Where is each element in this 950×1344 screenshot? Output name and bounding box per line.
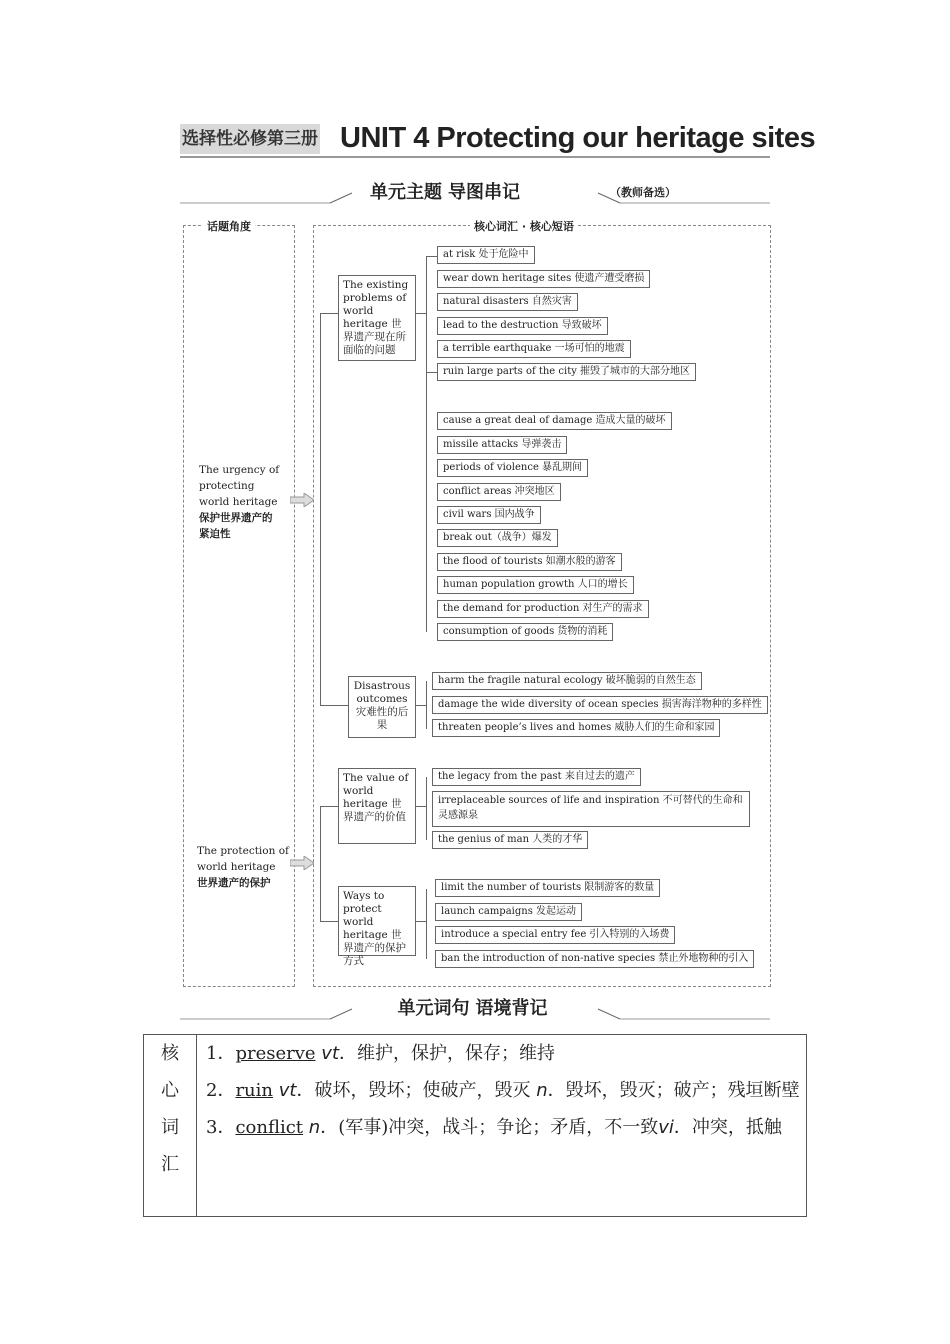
arrow-right-icon [290,493,314,507]
vocab-entry [206,1035,800,1072]
arrow-right-icon [290,856,314,870]
phrase-item: cause a great deal of damage 造成大量的破坏 [437,412,672,430]
unit-title: UNIT 4 Protecting our heritage sites [340,122,816,154]
entry-pos: vt [321,1043,340,1064]
category-char: 词 [161,1117,179,1138]
phrase-item: conflict areas 冲突地区 [437,483,561,501]
connector-line [426,777,427,840]
phrase-item: lead to the destruction 导致破坏 [437,317,608,335]
phrase-item: damage the wide diversity of ocean species 损害海洋物种的多样性 [432,696,768,714]
phrase-item: the demand for production 对生产的需求 [437,600,649,618]
connector-line [320,806,339,807]
connector-line [426,256,427,632]
connector-line [320,313,339,314]
phrase-item: natural disasters 自然灾害 [437,293,578,311]
subtopic-disastrous-outcomes: Disastrous outcomes 灾难性的后果 [348,676,416,738]
category-char: 核 [161,1043,179,1064]
connector-line [416,705,426,706]
connector-line [320,806,321,921]
phrase-item: limit the number of tourists 限制游客的数量 [435,879,660,897]
header-rule [180,156,770,158]
entry-number: 1． [206,1043,236,1064]
phrase-item: missile attacks 导弹袭击 [437,436,567,454]
phrase-item: the genius of man 人类的才华 [432,831,588,849]
connector-line [416,921,426,922]
connector-line [416,806,426,807]
phrase-item: at risk 处于危险中 [437,246,535,264]
vocab-category [144,1035,197,1216]
vocab-entries [206,1035,800,1146]
vocab-panel-label: 核心词汇 · 核心短语 [470,218,578,234]
connector-line [320,921,339,922]
phrase-item: consumption of goods 货物的消耗 [437,623,613,641]
topic-protection-cn: 世界遗产的保护 [197,877,271,889]
phrase-item: launch campaigns 发起运动 [435,903,582,921]
phrase-item: a terrible earthquake 一场可怕的地震 [437,340,631,358]
phrase-item: the legacy from the past 来自过去的遗产 [432,768,641,786]
phrase-item: ruin large parts of the city 摧毁了城市的大部分地区 [437,363,696,381]
connector-line [416,313,426,314]
entry-definition: ．维护，保护，保存；维持 [339,1043,556,1064]
phrase-item: civil wars 国内战争 [437,506,541,524]
phrase-item: periods of violence 暴乱期间 [437,459,588,477]
subtopic-protection-ways: Ways to protect world heritage 世界遗产的保护方式 [338,886,416,956]
subtopic-heritage-value: The value of world heritage 世界遗产的价值 [338,768,416,844]
topic-urgency [199,462,281,542]
section-banner-mindmap [180,181,770,205]
entry-word: ruin [235,1080,273,1101]
connector-line [426,889,427,959]
banner-title: 单元主题 [370,182,442,203]
subtopic-existing-problems: The existing problems of world heritage 世界遗产现在所面临的问题 [338,275,416,361]
entry-definition: ．冲突，抵触 [673,1117,782,1138]
vocab-table [143,1034,807,1217]
entry-definition: ．(军事)冲突，战斗；争论；矛盾，不一致 [320,1117,659,1138]
phrase-item: harm the fragile natural ecology 破坏脆弱的自然生态 [432,672,702,690]
entry-pos: vi [658,1117,674,1138]
banner-title: 单元词句 [397,998,470,1019]
entry-pos: n [536,1080,548,1101]
topic-protection [197,843,289,891]
entry-word: conflict [235,1117,304,1138]
entry-number: 2． [206,1080,236,1101]
entry-pos: n [308,1117,321,1138]
topic-urgency-en: The urgency of protecting world heritage [199,464,280,508]
connector-line [320,705,348,706]
topic-panel-label: 话题角度 [203,218,255,234]
vocab-entry [206,1109,800,1146]
phrase-item: threaten people’s lives and homes 威胁人们的生命和家园 [432,719,720,737]
topic-urgency-cn: 保护世界遗产的紧迫性 [199,512,273,540]
connector-line [426,681,427,729]
banner-subtitle: 语境背记 [475,998,548,1019]
entry-number: 3． [206,1117,236,1138]
vocab-entry [206,1072,800,1109]
phrase-item: ban the introduction of non-native species 禁止外地物种的引入 [435,950,754,968]
book-volume-tag: 选择性必修第三册 [180,124,320,154]
connector-line [320,313,321,705]
category-char: 心 [161,1080,179,1101]
entry-word: preserve [235,1043,316,1064]
phrase-item: introduce a special entry fee 引入特别的入场费 [435,926,675,944]
section-banner-vocab [180,997,770,1021]
phrase-item: human population growth 人口的增长 [437,576,634,594]
phrase-item: break out（战争）爆发 [437,529,558,547]
phrase-item: the flood of tourists 如潮水般的游客 [437,553,622,571]
entry-definition: ．毁坏，毁灭；破产；残垣断壁 [547,1080,800,1101]
banner-note: （教师备选） [610,186,676,199]
entry-definition: ．破坏，毁坏；使破产，毁灭 [296,1080,537,1101]
banner-subtitle: 导图串记 [448,182,520,203]
topic-protection-en: The protection of world heritage [197,845,289,873]
entry-pos: vt [278,1080,297,1101]
category-char: 汇 [161,1154,179,1175]
phrase-item: irreplaceable sources of life and inspiration 不可替代的生命和灵感源泉 [432,791,750,827]
phrase-item: wear down heritage sites 使遗产遭受磨损 [437,270,650,288]
